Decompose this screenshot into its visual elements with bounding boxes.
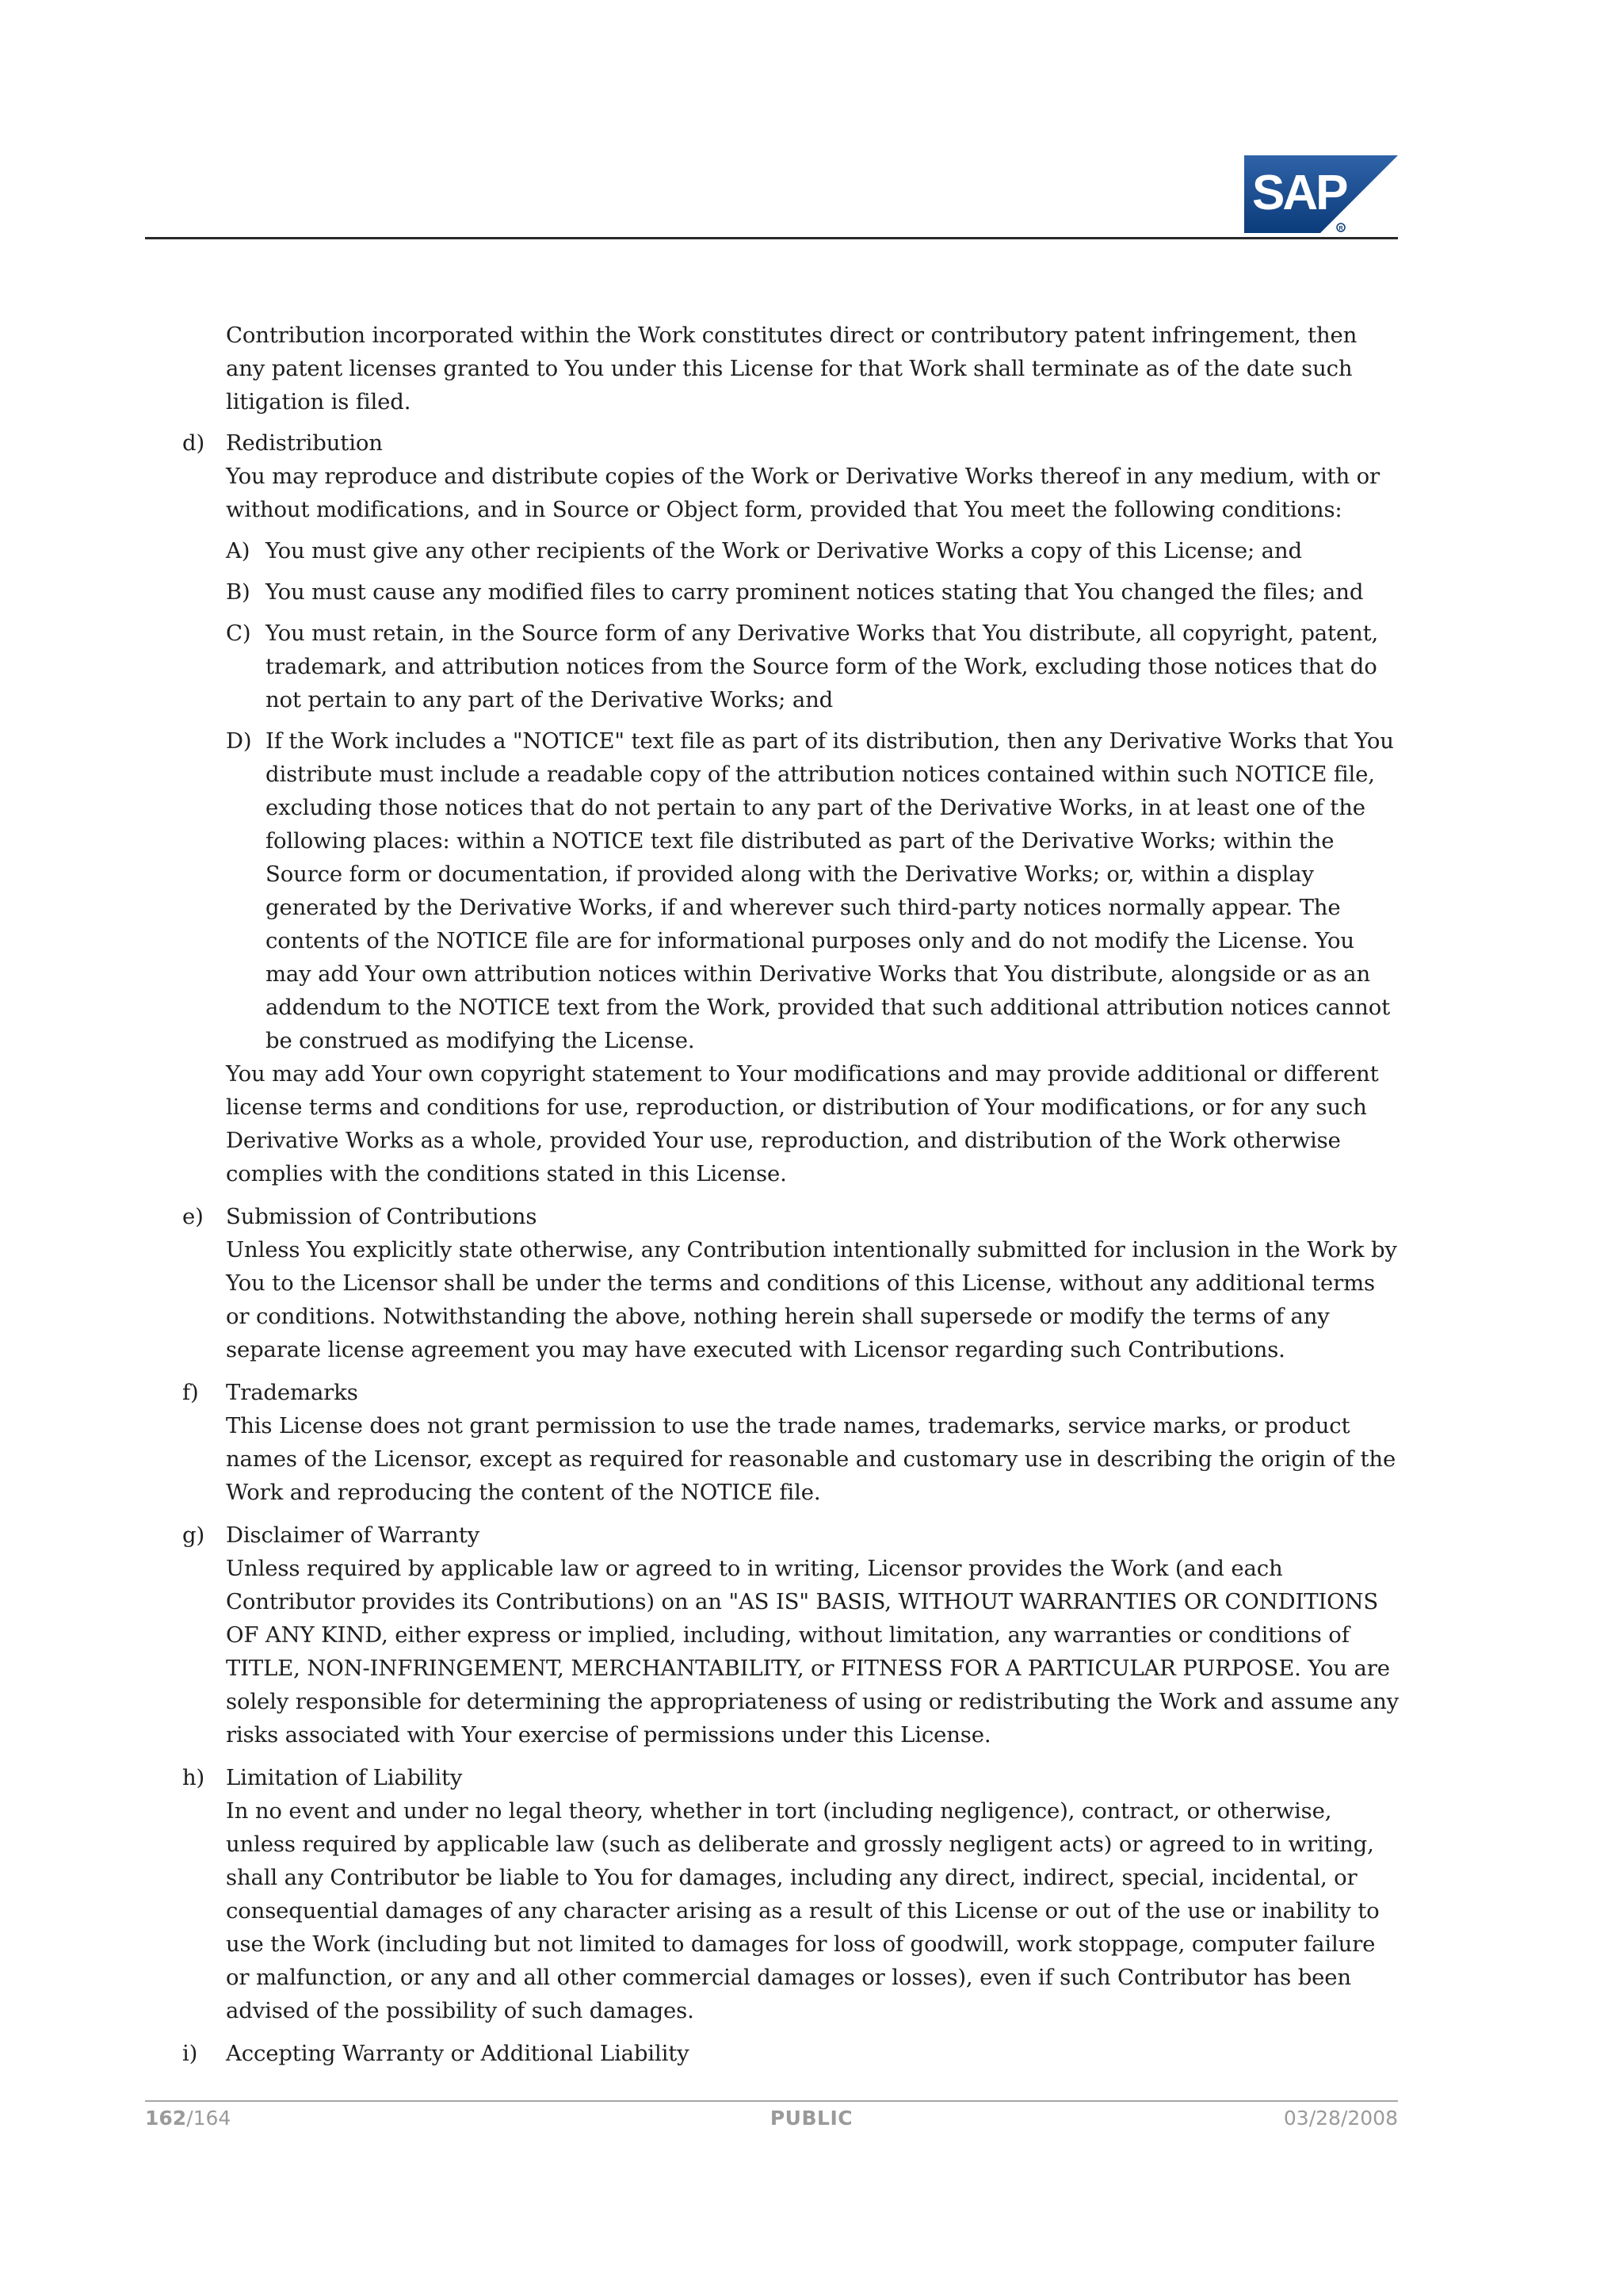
sap-logo <box>1244 155 1398 233</box>
subitem-text: You must cause any modified files to carry prominent notices stating that You changed the files; and <box>265 579 1364 605</box>
section-title: Trademarks <box>226 1380 358 1405</box>
subitem-label: C) <box>226 621 251 646</box>
section-trademarks <box>182 1376 1402 1509</box>
section-title: Accepting Warranty or Additional Liability <box>226 2041 689 2066</box>
section-label: d) <box>182 430 205 456</box>
section-disclaimer-of-warranty <box>182 1519 1402 1752</box>
svg-text:SAP: SAP <box>1252 166 1346 220</box>
subitem-b <box>226 575 1402 609</box>
section-accepting-warranty <box>182 2037 1402 2070</box>
section-text: This License does not grant permission to use the trade names, trademarks, service marks, or product names of the Licensor, except as required for reasonable and customary use in describing the origin of the Work and reproducing the content of the NOTICE file. <box>226 1413 1396 1505</box>
footer-divider <box>145 2100 1398 2102</box>
section-label: f) <box>182 1380 199 1405</box>
subitem-text: You must give any other recipients of the Work or Derivative Works a copy of this License; and <box>265 538 1302 563</box>
subitem-label: D) <box>226 728 252 754</box>
intro-paragraph: Contribution incorporated within the Work constitutes direct or contributory patent infringement, then any patent licenses granted to You under this License for that Work shall terminate as of the date such litigation is filed. <box>226 323 1358 415</box>
section-title: Disclaimer of Warranty <box>226 1522 480 1548</box>
section-limitation-of-liability <box>182 1761 1402 2027</box>
subitem-d <box>226 724 1402 1057</box>
section-text: You may reproduce and distribute copies of the Work or Derivative Works thereof in any medium, with or without modifications, and in Source or Object form, provided that You meet the following conditions: <box>226 464 1381 522</box>
section-label: h) <box>182 1765 205 1790</box>
subitem-label: B) <box>226 579 250 605</box>
section-title: Submission of Contributions <box>226 1204 537 1229</box>
svg-text:R: R <box>1338 226 1343 231</box>
section-label: e) <box>182 1204 204 1229</box>
section-title: Limitation of Liability <box>226 1765 463 1790</box>
section-submission-of-contributions <box>182 1200 1402 1366</box>
current-page: 162 <box>145 2107 187 2130</box>
section-text: In no event and under no legal theory, whether in tort (including negligence), contract, or otherwise, unless required by applicable law (such as deliberate and grossly negligent acts) or agreed to in writing, shall any Contributor be liable to You for damages, including any direct, indirect, special, incidental, or consequential damages of any character arising as a result of this License or out of the use or inability to use the Work (including but not limited to damages for loss of goodwill, work stoppage, computer failure or malfunction, or any and all other commercial damages or losses), even if such Contributor has been advised of the possibility of such damages. <box>226 1798 1380 2023</box>
section-text: Unless required by applicable law or agreed to in writing, Licensor provides the Work (and each Contributor provides its Contributions) on an "AS IS" BASIS, WITHOUT WARRANTIES OR CONDITIONS OF ANY KIND, either express or implied, including, without limitation, any warranties or conditions of TITLE, NON-INFRINGEMENT, MERCHANTABILITY, or FITNESS FOR A PARTICULAR PURPOSE. You are solely responsible for determining the appropriateness of using or redistributing the Work and assume any risks associated with Your exercise of permissions under this License. <box>226 1556 1400 1748</box>
section-text-after: You may add Your own copyright statement to Your modifications and may provide additional or different license terms and conditions for use, reproduction, or distribution of Your modifications, or for any such Derivative Works as a whole, provided Your use, reproduction, and distribution of the Work otherwise complies with the conditions stated in this License. <box>226 1061 1379 1186</box>
total-pages: /164 <box>186 2107 231 2130</box>
document-date: 03/28/2008 <box>1283 2107 1398 2130</box>
header-divider <box>145 237 1398 239</box>
subitem-text: You must retain, in the Source form of any Derivative Works that You distribute, all copyright, patent, trademark, and attribution notices from the Source form of the Work, excluding those notices that do not pertain to any part of the Derivative Works; and <box>265 621 1379 712</box>
section-label: g) <box>182 1522 205 1548</box>
classification-label: PUBLIC <box>769 2107 854 2130</box>
section-label: i) <box>182 2041 198 2066</box>
document-body <box>182 319 1402 2080</box>
subitem-c <box>226 617 1402 716</box>
section-text: Unless You explicitly state otherwise, any Contribution intentionally submitted for inclusion in the Work by You to the Licensor shall be under the terms and conditions of this License, without any additional terms or conditions. Notwithstanding the above, nothing herein shall supersede or modify the terms of any separate license agreement you may have executed with Licensor regarding such Contributions. <box>226 1237 1397 1362</box>
section-title: Redistribution <box>226 430 383 456</box>
subitem-text: If the Work includes a "NOTICE" text file as part of its distribution, then any Derivative Works that You distribute must include a readable copy of the attribution notices contained within such NOTICE file, excluding those notices that do not pertain to any part of the Derivative Works, in at least one of the following places: within a NOTICE text file distributed as part of the Derivative Works; within the Source form or documentation, if provided along with the Derivative Works; or, within a display generated by the Derivative Works, if and wherever such third-party notices normally appear. The contents of the NOTICE file are for informational purposes only and do not modify the License. You may add Your own attribution notices within Derivative Works that You distribute, alongside or as an addendum to the NOTICE text from the Work, provided that such additional attribution notices cannot be construed as modifying the License. <box>265 728 1394 1053</box>
section-redistribution <box>182 426 1402 1190</box>
subitem-label: A) <box>226 538 250 563</box>
subitem-a <box>226 534 1402 567</box>
